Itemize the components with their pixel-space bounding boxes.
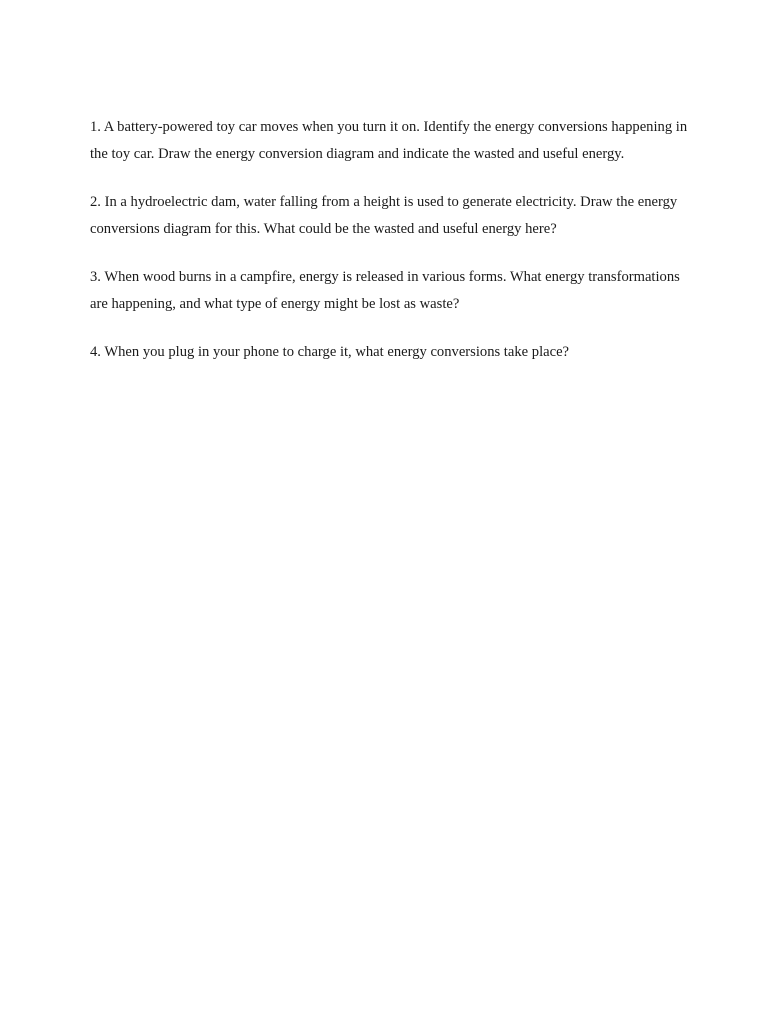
question-list [90,114,690,388]
question-1: 1. A battery-powered toy car moves when you turn it on. Identify the energy conversions happening in the toy car. Draw the energy conversion diagram and indicate the wasted and useful energy. [90,119,688,162]
question-4: 4. When you plug in your phone to charge it, what energy conversions take place? [90,344,570,360]
question-3: 3. When wood burns in a campfire, energy is released in various forms. What energy transformations are happening, and what type of energy might be lost as waste? [90,269,680,312]
question-2: 2. In a hydroelectric dam, water falling from a height is used to generate electricity. Draw the energy conversions diagram for this. What could be the wasted and useful energy here? [90,194,678,237]
